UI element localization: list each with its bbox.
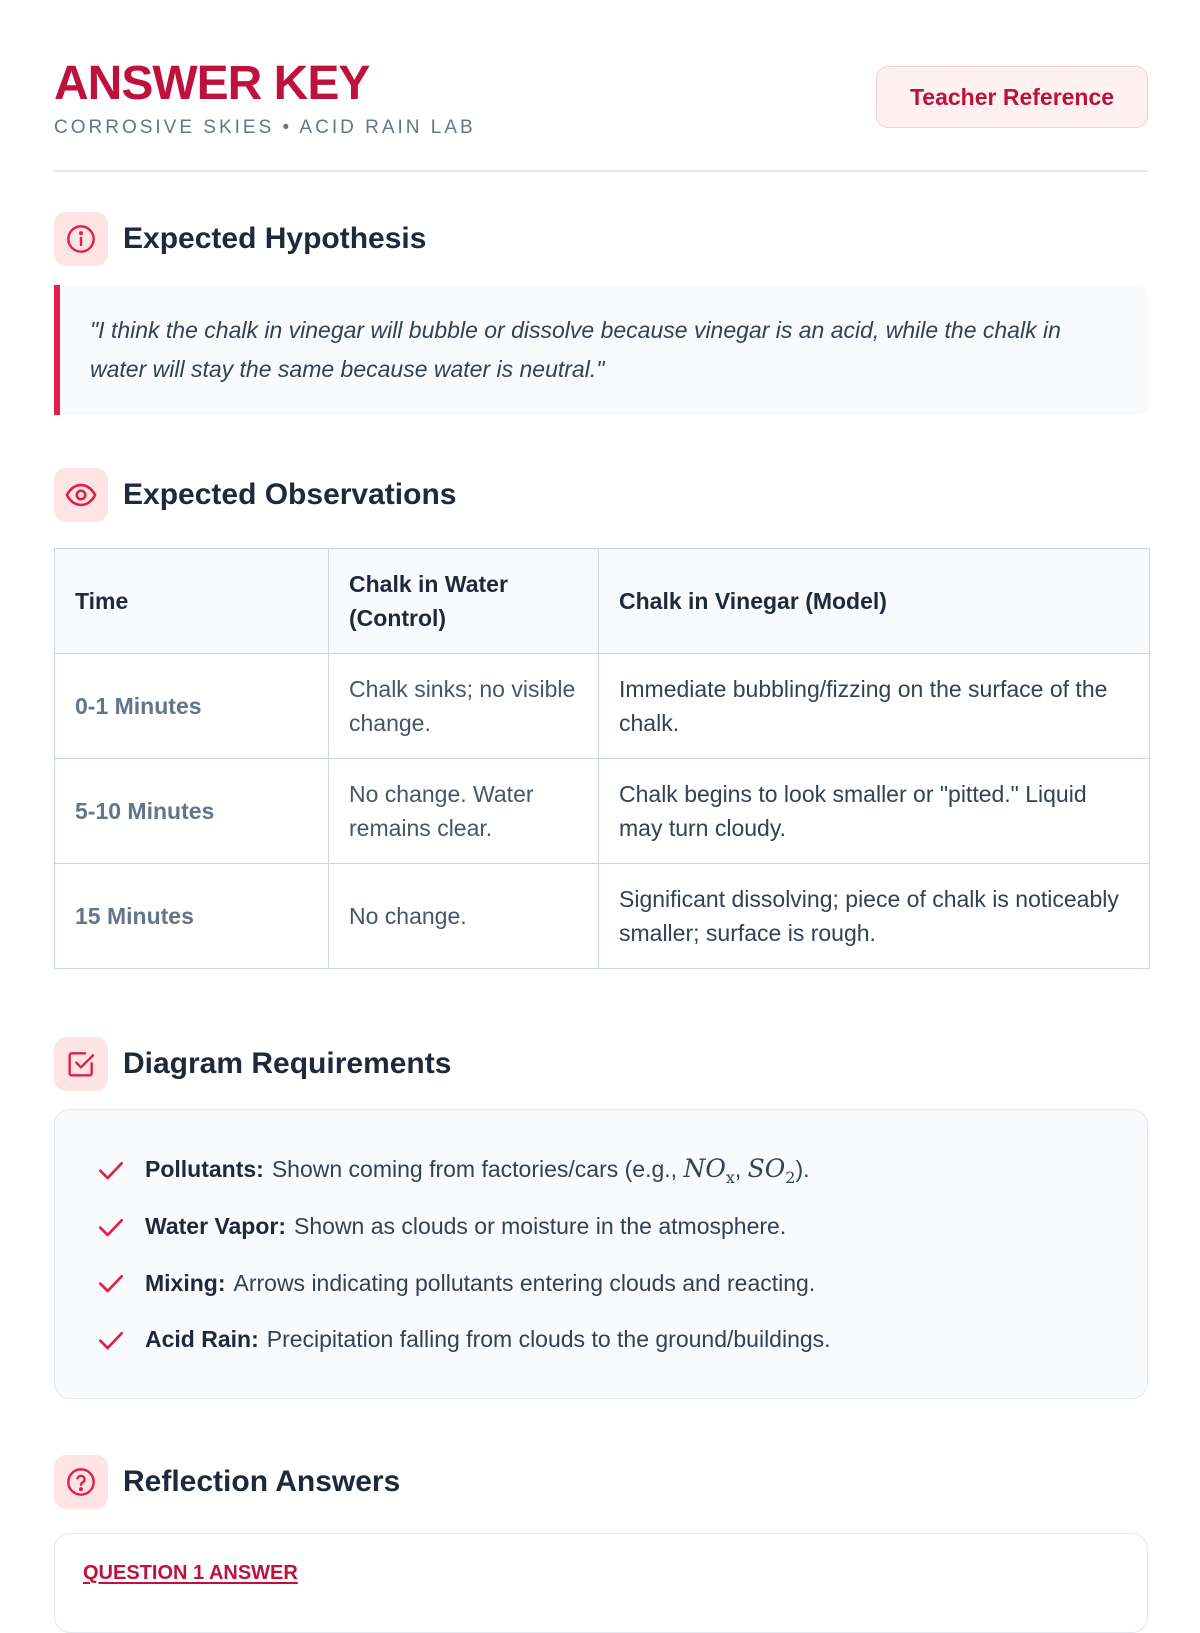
requirements-list [95,1142,1147,1368]
water-cell: Chalk sinks; no visible change. [329,654,599,759]
page-title: ANSWER KEY [54,57,370,110]
reflection-heading: Reflection Answers [123,1465,401,1498]
column-header-time: Time [55,549,329,654]
time-cell: 5-10 Minutes [55,759,329,864]
observations-heading: Expected Observations [123,478,457,511]
list-item: Pollutants: Shown coming from factories/cars (e.g., $NO_x$, $SO_2$). [95,1142,1147,1199]
requirement-text: Precipitation falling from clouds to the ground/buildings. [266,1326,831,1353]
requirement-term: Pollutants: [145,1155,264,1182]
diagram-section-header [54,1037,451,1091]
question-circle-icon [54,1455,108,1509]
requirement-term: Mixing: [145,1269,226,1296]
requirement-term: Water Vapor: [145,1213,287,1240]
diagram-heading: Diagram Requirements [123,1047,452,1080]
checkmark-icon [95,1211,127,1243]
list-item [95,1199,1147,1256]
page-subtitle: CORROSIVE SKIES • ACID RAIN LAB [54,117,476,138]
requirement-text: Shown coming from factories/cars (e.g., [271,1155,684,1182]
info-circle-icon [54,212,108,266]
checkmark-icon [95,1267,127,1299]
page-header [54,56,1148,172]
observations-table [54,548,1150,969]
column-header-vinegar: Chalk in Vinegar (Model) [599,549,1150,654]
checkmark-icon [95,1324,127,1356]
math-no-x: $NO_x$ [683,1153,735,1187]
math-so-2: $SO_2$ [747,1153,796,1187]
vinegar-cell: Chalk begins to look smaller or "pitted." Liquid may turn cloudy. [599,759,1150,864]
eye-icon [54,468,108,522]
diagram-requirements-box [54,1109,1148,1399]
requirement-text: Arrows indicating pollutants entering clouds and reacting. [233,1269,816,1296]
time-cell: 15 Minutes [55,864,329,969]
question-1-label: QUESTION 1 ANSWER [83,1562,298,1584]
requirement-term: Acid Rain: [145,1326,259,1353]
reflection-section-header [54,1455,400,1509]
teacher-reference-badge: Teacher Reference [876,66,1148,128]
checkbox-icon [54,1037,108,1091]
observations-section-header [54,468,456,522]
vinegar-cell: Immediate bubbling/fizzing on the surface of the chalk. [599,654,1150,759]
table-row [55,654,1150,759]
list-item [95,1255,1147,1312]
table-header-row [55,549,1150,654]
list-item [95,1312,1147,1369]
table-row [55,759,1150,864]
water-cell: No change. [329,864,599,969]
hypothesis-section-header [54,212,426,266]
reflection-answer-card [54,1533,1148,1633]
requirement-text: Shown as clouds or moisture in the atmosphere. [294,1213,787,1240]
column-header-water: Chalk in Water (Control) [329,549,599,654]
hypothesis-heading: Expected Hypothesis [123,222,427,255]
table-row [55,864,1150,969]
vinegar-cell: Significant dissolving; piece of chalk is noticeably smaller; surface is rough. [599,864,1150,969]
hypothesis-quote: "I think the chalk in vinegar will bubble or dissolve because vinegar is an acid, while the chalk in water will stay the same because water is neutral." [54,285,1148,415]
time-cell: 0-1 Minutes [55,654,329,759]
water-cell: No change. Water remains clear. [329,759,599,864]
checkmark-icon [95,1154,127,1186]
